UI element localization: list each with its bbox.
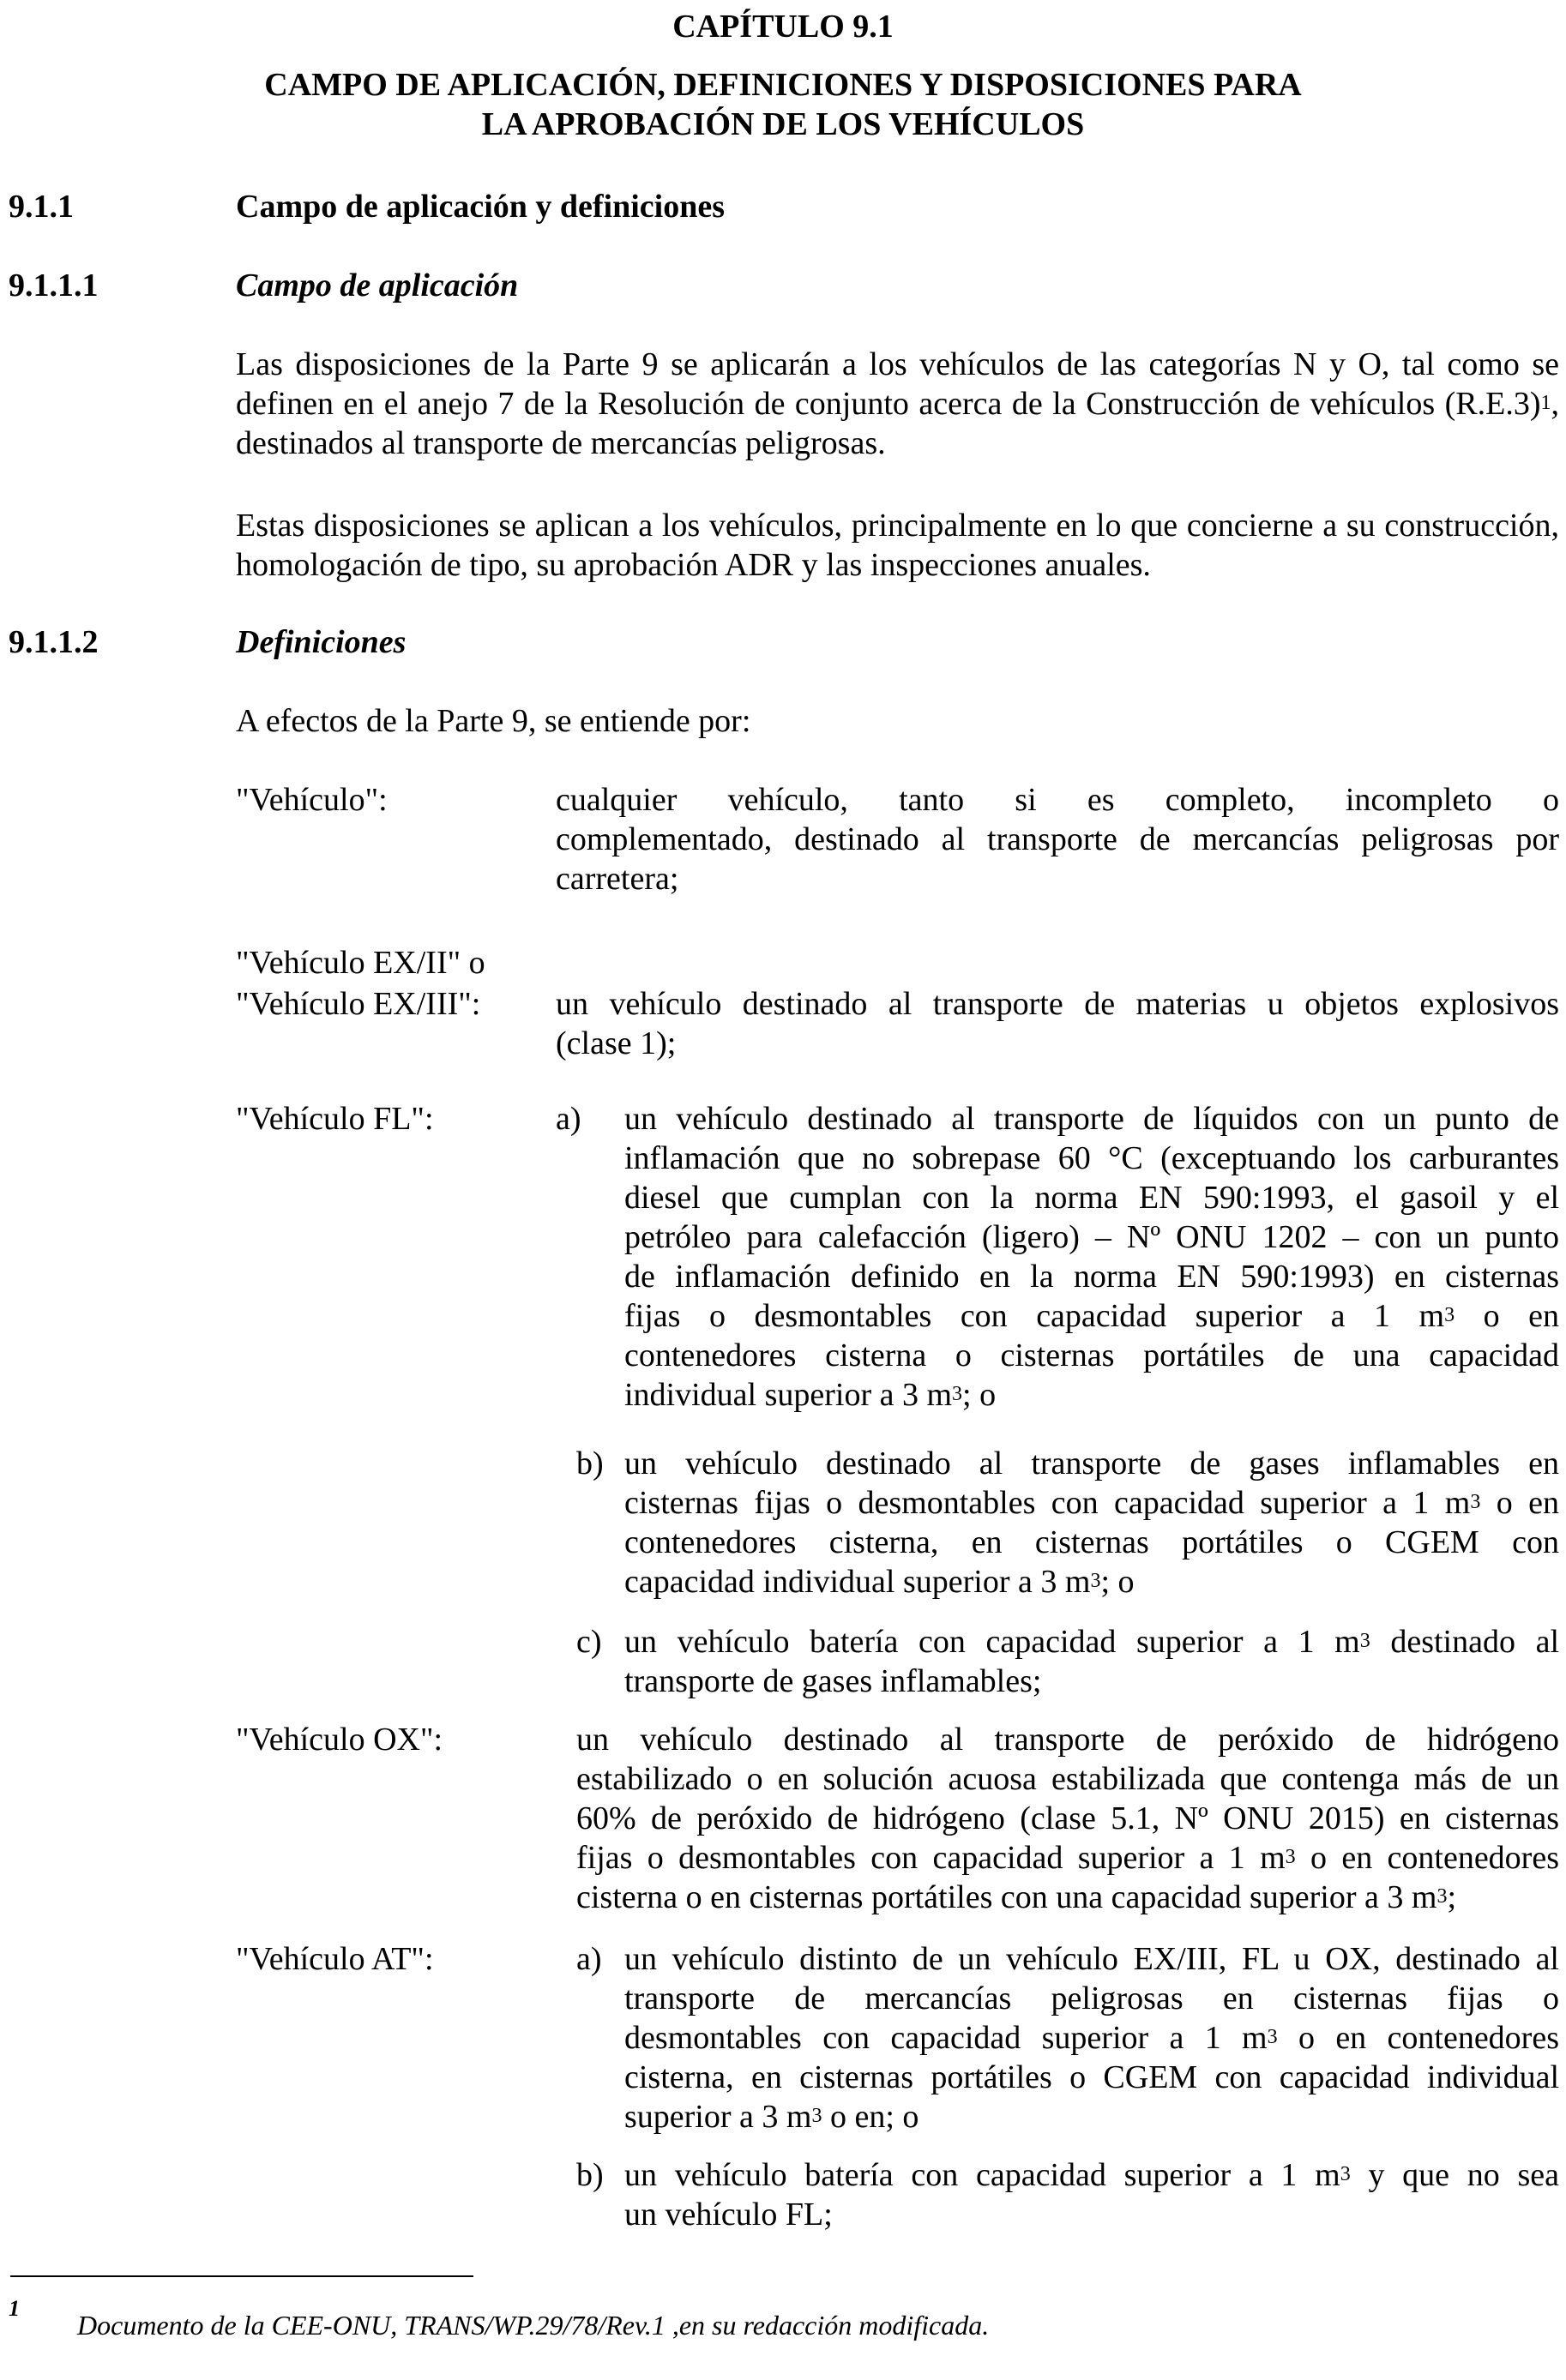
- text-fragment: ;: [1447, 1879, 1456, 1915]
- definition-line: transporte de mercancías peligrosas en cisternas fijas o: [624, 1980, 1559, 2016]
- text-fragment: o en: [1480, 1485, 1559, 1521]
- definition-line: carretera;: [556, 861, 679, 897]
- term-vehiculo-at: "Vehículo AT":: [236, 1941, 434, 1977]
- superscript: 3: [952, 1383, 963, 1405]
- scope-paragraph-1-end: , destinados al transporte de mercancías peligrosas.: [236, 386, 1559, 461]
- text-fragment: capacidad individual superior a 3 m: [624, 1564, 1091, 1600]
- section-number-9-1-1-2: 9.1.1.2: [9, 624, 99, 660]
- text-fragment: y que no sea: [1350, 2157, 1560, 2193]
- definition-line: contenedores cisterna o cisternas portátiles de una capacidad: [624, 1337, 1559, 1373]
- definition-line: [576, 1878, 1559, 1917]
- footnote-mark: 1: [9, 2296, 20, 2321]
- scope-paragraph-1-text: Las disposiciones de la Parte 9 se aplicarán a los vehículos de las categorías N y O, tal como se definen en el anejo 7 de la Resolución de conjunto acerca de la Construcción de vehículos (R.E.3): [236, 346, 1559, 422]
- definition-line: (clase 1);: [556, 1025, 677, 1061]
- text-fragment: superior a 3 m: [624, 2099, 812, 2135]
- definition-line: un vehículo destinado al transporte de peróxido de hidrógeno: [576, 1722, 1559, 1758]
- superscript: 3: [1340, 2163, 1351, 2185]
- definition-line: inflamación que no sobrepase 60 °C (exceptuando los carburantes: [624, 1140, 1559, 1176]
- definition-line: un vehículo destinado al transporte de materias u objetos explosivos: [556, 986, 1559, 1022]
- definition-line: un vehículo FL;: [624, 2197, 833, 2233]
- text-fragment: un vehículo batería con capacidad superior a 1 m: [624, 1624, 1360, 1660]
- superscript: 3: [1359, 1630, 1370, 1652]
- term-vehiculo: "Vehículo":: [236, 782, 388, 818]
- footnote-text: Documento de la CEE-ONU, TRANS/WP.29/78/Rev.1 ,en su redacción modificada.: [77, 2310, 990, 2341]
- chapter-title: CAPÍTULO 9.1: [672, 9, 894, 45]
- superscript: 3: [1437, 1885, 1448, 1908]
- text-fragment: o en: [1455, 1298, 1559, 1334]
- scope-paragraph-1: [236, 345, 1559, 463]
- superscript: 3: [1267, 2026, 1278, 2048]
- text-fragment: un vehículo batería con capacidad superior a 1 m: [624, 2157, 1340, 2193]
- definition-fl-a: [624, 1099, 1559, 1415]
- definition-vehiculo: [556, 780, 1559, 899]
- text-fragment: cisternas fijas o desmontables con capacidad superior a 1 m: [624, 1485, 1471, 1521]
- scope-paragraph-2-text: Estas disposiciones se aplican a los vehículos, principalmente en lo que concierne a su construcción, homologación de tipo, su aprobación ADR y las inspecciones anuales.: [236, 508, 1559, 583]
- item-label-b: b): [576, 2157, 604, 2193]
- definition-vehiculo-ex: [556, 984, 1559, 1063]
- section-title-9-1-1: Campo de aplicación y definiciones: [236, 189, 726, 225]
- definition-fl-c: [624, 1622, 1559, 1701]
- section-number-9-1-1: 9.1.1: [9, 189, 74, 225]
- text-fragment: o en contenedores: [1295, 1840, 1559, 1876]
- item-label-a: a): [556, 1101, 581, 1137]
- footnote-reference: 1: [1540, 392, 1551, 414]
- text-fragment: o en contenedores: [1277, 2020, 1559, 2056]
- definition-line: un vehículo destinado al transporte de líquidos con un punto de: [624, 1101, 1559, 1137]
- item-label-a: a): [576, 1941, 602, 1977]
- term-vehiculo-ox: "Vehículo OX":: [236, 1722, 443, 1758]
- chapter-subtitle-line2: LA APROBACIÓN DE LOS VEHÍCULOS: [481, 106, 1085, 142]
- text-fragment: cisterna o en cisternas portátiles con una capacidad superior a 3 m: [576, 1879, 1437, 1915]
- superscript: 3: [1470, 1491, 1481, 1513]
- superscript: 3: [811, 2105, 822, 2127]
- definition-line: diesel que cumplan con la norma EN 590:1993, el gasoil y el: [624, 1180, 1559, 1216]
- definitions-intro: A efectos de la Parte 9, se entiende por:: [236, 703, 751, 739]
- definition-line: [624, 1296, 1559, 1336]
- definition-line: [624, 2155, 1559, 2195]
- scope-paragraph-2: [236, 506, 1559, 585]
- definition-line: [624, 1622, 1559, 1662]
- definition-line: un vehículo distinto de un vehículo EX/III, FL u OX, destinado al: [624, 1941, 1559, 1977]
- definition-at-a: [624, 1939, 1559, 2137]
- definition-line: cualquier vehículo, tanto si es completo, incompleto o: [556, 782, 1559, 818]
- text-fragment: fijas o desmontables con capacidad superior a 1 m: [624, 1298, 1445, 1334]
- definition-line: cisterna, en cisternas portátiles o CGEM con capacidad individual: [624, 2059, 1559, 2095]
- definition-line: contenedores cisterna, en cisternas portátiles o CGEM con: [624, 1524, 1559, 1560]
- definition-line: complementado, destinado al transporte de mercancías peligrosas por: [556, 821, 1559, 857]
- definition-at-b: [624, 2155, 1559, 2234]
- definition-line: [576, 1838, 1559, 1878]
- term-vehiculo-ex-ii: "Vehículo EX/II" o: [236, 945, 485, 981]
- definition-line: [624, 2018, 1559, 2058]
- text-fragment: desmontables con capacidad superior a 1 m: [624, 2020, 1268, 2056]
- term-vehiculo-fl: "Vehículo FL":: [236, 1101, 434, 1137]
- text-fragment: destinado al: [1370, 1624, 1559, 1660]
- text-fragment: fijas o desmontables con capacidad superior a 1 m: [576, 1840, 1286, 1876]
- definition-line: [624, 2097, 1559, 2137]
- footnote-separator: [10, 2275, 473, 2277]
- section-number-9-1-1-1: 9.1.1.1: [9, 267, 99, 304]
- item-label-c: c): [576, 1624, 602, 1660]
- text-fragment: ; o: [962, 1377, 997, 1413]
- text-fragment: individual superior a 3 m: [624, 1377, 953, 1413]
- text-fragment: ; o: [1100, 1564, 1135, 1600]
- definition-line: [624, 1375, 1559, 1415]
- definition-line: [624, 1483, 1559, 1523]
- definition-fl-b: [624, 1444, 1559, 1602]
- definition-line: de inflamación definido en la norma EN 590:1993) en cisternas: [624, 1259, 1559, 1295]
- section-title-9-1-1-2: Definiciones: [236, 624, 407, 660]
- section-title-9-1-1-1: Campo de aplicación: [236, 267, 519, 304]
- superscript: 3: [1285, 1846, 1296, 1868]
- definition-line: petróleo para calefacción (ligero) – Nº ONU 1202 – con un punto: [624, 1219, 1559, 1255]
- definition-vehiculo-ox: [576, 1720, 1559, 1917]
- definition-line: estabilizado o en solución acuosa estabilizada que contenga más de un: [576, 1761, 1559, 1797]
- definition-line: un vehículo destinado al transporte de gases inflamables en: [624, 1445, 1559, 1481]
- term-vehiculo-ex-iii: "Vehículo EX/III":: [236, 986, 481, 1022]
- definition-line: 60% de peróxido de hidrógeno (clase 5.1, Nº ONU 2015) en cisternas: [576, 1800, 1559, 1836]
- text-fragment: o en; o: [822, 2099, 919, 2135]
- superscript: 3: [1090, 1570, 1101, 1592]
- definition-line: transporte de gases inflamables;: [624, 1663, 1042, 1699]
- definition-line: [624, 1562, 1559, 1602]
- chapter-subtitle-line1: CAMPO DE APLICACIÓN, DEFINICIONES Y DISPOSICIONES PARA: [264, 67, 1302, 103]
- item-label-b: b): [576, 1445, 604, 1481]
- superscript: 3: [1444, 1304, 1455, 1326]
